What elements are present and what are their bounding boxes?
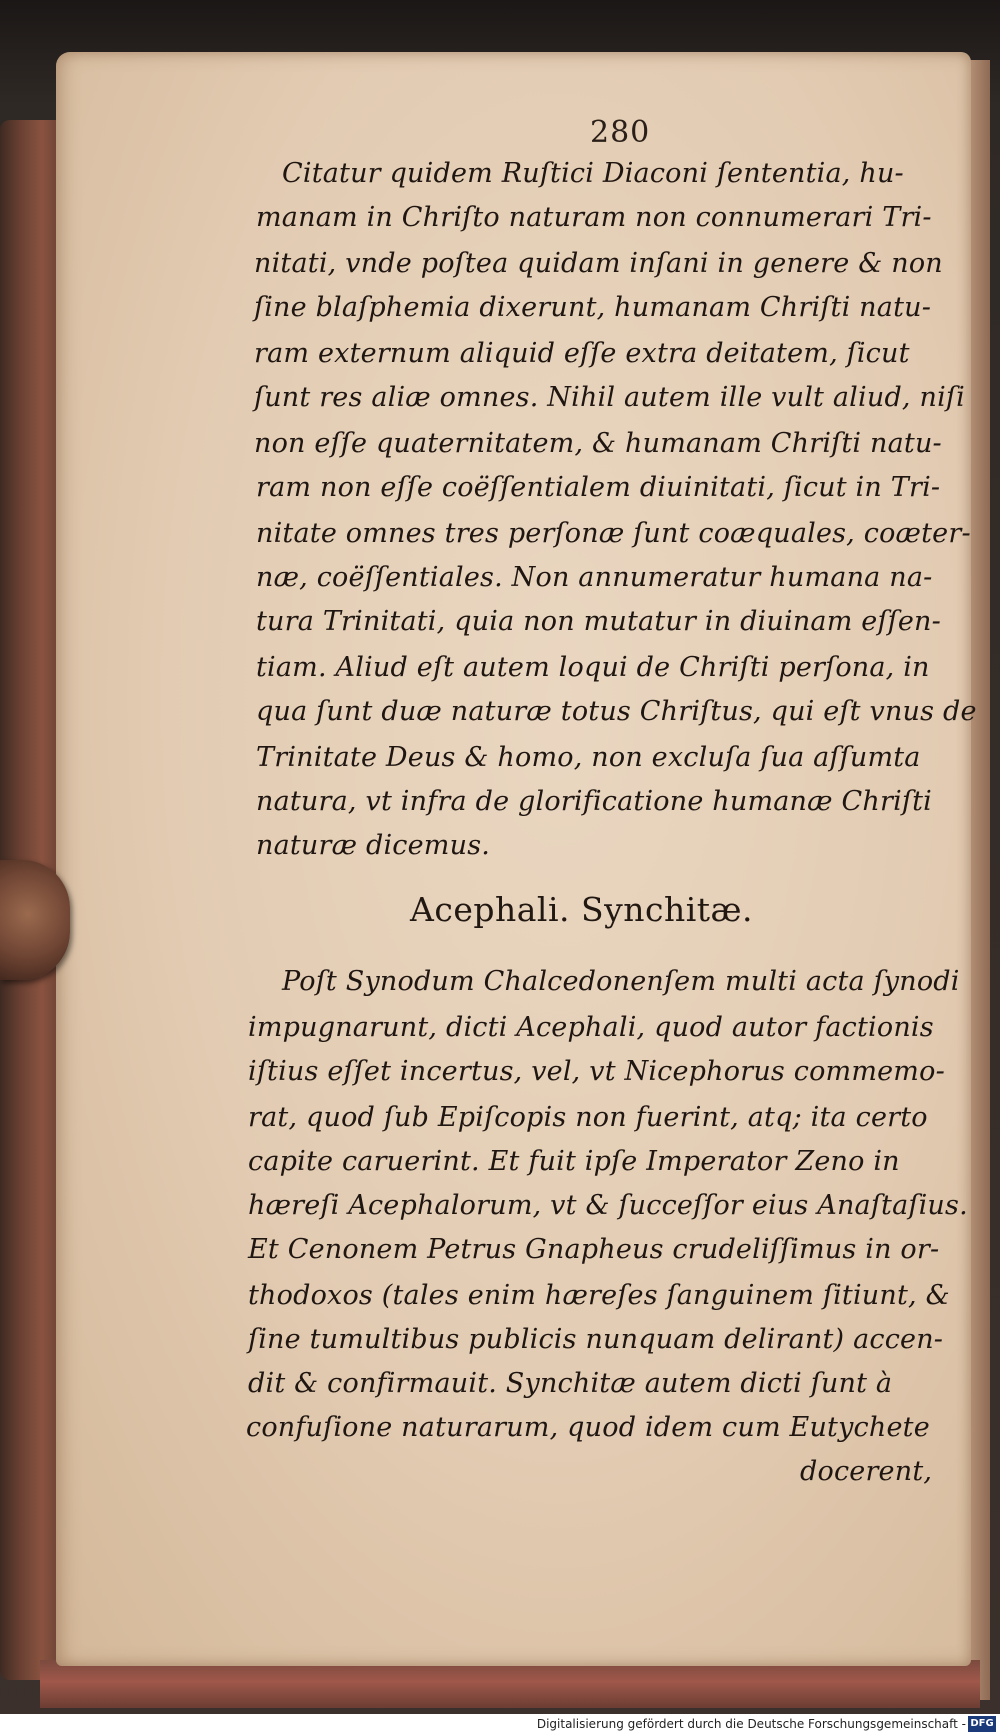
text-line: naturæ dicemus. bbox=[256, 830, 491, 861]
footer-credit: Digitalisierung gefördert durch die Deutsche Forschungsgemeinschaft - bbox=[536, 1717, 966, 1731]
text-line: ram externum aliquid eſſe extra deitatem, ſicut bbox=[254, 338, 910, 369]
text-line: ram non eſſe coëſſentialem diuinitati, ſicut in Tri- bbox=[256, 472, 941, 503]
text-line: hæreſi Acephalorum, vt & ſucceſſor eius Anaſtaſius. bbox=[248, 1190, 968, 1221]
text-line: confuſione naturarum, quod idem cum Eutychete bbox=[246, 1412, 930, 1443]
section-heading: Acephali. Synchitæ. bbox=[410, 890, 754, 929]
text-line: ſunt res aliæ omnes. Nihil autem ille vult aliud, niſi bbox=[254, 382, 965, 413]
dfg-logo: DFG bbox=[968, 1716, 996, 1732]
text-line: nitate omnes tres perſonæ ſunt coæquales, coæter- bbox=[256, 518, 971, 549]
text-line: dit & confirmauit. Synchitæ autem dicti ſunt à bbox=[248, 1368, 893, 1399]
text-line: iſtius eſſet incertus, vel, vt Nicephorus commemo- bbox=[248, 1056, 945, 1087]
text-line: ſine blaſphemia dixerunt, humanam Chriſti natu- bbox=[254, 292, 932, 323]
text-line: natura, vt infra de glorificatione humanæ Chriſti bbox=[256, 786, 932, 817]
text-line: nitati, vnde poſtea quidam inſani in genere & non bbox=[254, 248, 943, 279]
text-line: tiam. Aliud eſt autem loqui de Chriſti perſona, in bbox=[256, 652, 930, 683]
text-line: tura Trinitati, quia non mutatur in diuinam eſſen- bbox=[256, 606, 941, 637]
text-line: næ, coëſſentiales. Non annumeratur humana na- bbox=[256, 562, 933, 593]
text-line: Trinitate Deus & homo, non excluſa ſua aſſumta bbox=[256, 742, 921, 773]
page-number: 280 bbox=[590, 115, 651, 150]
text-line: ſine tumultibus publicis nunquam delirant) accen- bbox=[248, 1324, 944, 1355]
text-line: impugnarunt, dicti Acephali, quod autor factionis bbox=[248, 1012, 934, 1043]
text-line: thodoxos (tales enim hæreſes ſanguinem ſitiunt, & bbox=[248, 1280, 950, 1311]
text-line: non eſſe quaternitatem, & humanam Chriſti natu- bbox=[254, 428, 942, 459]
catchword: docerent, bbox=[800, 1456, 933, 1487]
book-edge-bottom bbox=[40, 1660, 980, 1708]
text-line: capite caruerint. Et fuit ipſe Imperator Zeno in bbox=[248, 1146, 900, 1177]
text-line: qua ſunt duæ naturæ totus Chriſtus, qui eſt vnus de bbox=[256, 696, 977, 727]
text-line: Poſt Synodum Chalcedonenſem multi acta ſynodi bbox=[282, 966, 960, 997]
text-line: manam in Chriſto naturam non connumerari Tri- bbox=[256, 202, 932, 233]
text-line: rat, quod ſub Epiſcopis non fuerint, atq; ita certo bbox=[248, 1102, 928, 1133]
text-line: Citatur quidem Ruſtici Diaconi ſententia, hu- bbox=[282, 158, 904, 189]
text-line: Et Cenonem Petrus Gnapheus crudeliſſimus in or- bbox=[248, 1234, 940, 1265]
